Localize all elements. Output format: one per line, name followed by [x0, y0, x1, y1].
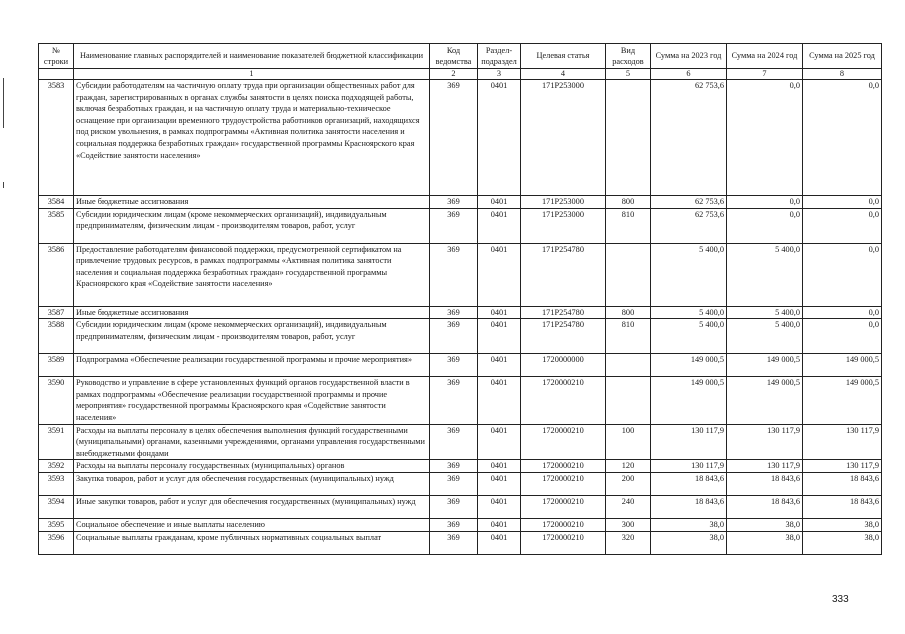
table-row	[39, 424, 882, 460]
ved-code: 369	[430, 472, 478, 495]
sum-2025: 0,0	[803, 196, 882, 209]
row-number: 3590	[39, 377, 74, 424]
ved-code: 369	[430, 319, 478, 354]
sum-2025: 0,0	[803, 208, 882, 243]
sum-2024: 130 117,9	[727, 424, 803, 460]
table-row	[39, 495, 882, 518]
ved-code: 369	[430, 424, 478, 460]
sum-2023: 38,0	[651, 531, 727, 554]
table-row	[39, 460, 882, 473]
sum-2024: 5 400,0	[727, 319, 803, 354]
section-code: 0401	[478, 424, 521, 460]
table-row	[39, 518, 882, 531]
sum-2023: 130 117,9	[651, 424, 727, 460]
target-article: 171P253000	[521, 80, 606, 196]
sum-2024: 0,0	[727, 80, 803, 196]
section-code: 0401	[478, 196, 521, 209]
table-row	[39, 354, 882, 377]
expense-type: 300	[606, 518, 651, 531]
target-article: 171P254780	[521, 243, 606, 306]
sum-2025: 0,0	[803, 306, 882, 319]
table-row	[39, 306, 882, 319]
margin-mark	[3, 78, 4, 128]
section-code: 0401	[478, 460, 521, 473]
sum-2024: 0,0	[727, 208, 803, 243]
column-number: 6	[651, 69, 727, 80]
section-code: 0401	[478, 518, 521, 531]
table-row	[39, 472, 882, 495]
section-code: 0401	[478, 354, 521, 377]
section-code: 0401	[478, 377, 521, 424]
sum-2024: 18 843,6	[727, 472, 803, 495]
row-name: Закупка товаров, работ и услуг для обеспечения государственных (муниципальных) нужд	[74, 472, 430, 495]
sum-2023: 149 000,5	[651, 377, 727, 424]
expense-type: 320	[606, 531, 651, 554]
column-number-row	[39, 69, 882, 80]
expense-type: 240	[606, 495, 651, 518]
row-number: 3588	[39, 319, 74, 354]
target-article: 171P254780	[521, 306, 606, 319]
sum-2023: 5 400,0	[651, 319, 727, 354]
column-number: 3	[478, 69, 521, 80]
row-name: Иные закупки товаров, работ и услуг для обеспечения государственных (муниципальных) нужд	[74, 495, 430, 518]
table-row	[39, 531, 882, 554]
row-number: 3592	[39, 460, 74, 473]
ved-code: 369	[430, 460, 478, 473]
target-article: 1720000210	[521, 531, 606, 554]
expense-type	[606, 80, 651, 196]
row-number: 3596	[39, 531, 74, 554]
row-name: Субсидии работодателям на частичную оплату труда при организации общественных работ для граждан, зарегистрированных в органах службы занятости в целях поиска подходящей работы, включая безработных граждан, и на частичную оплату труда и материально-техническое оснащение при организации временного трудоустройства работников организаций, находящихся под риском увольнения, в рамках подпрограммы «Активная политика занятости населения и социальная поддержка безработных граждан» государственной программы Красноярского края «Содействие занятости населения»	[74, 80, 430, 196]
sum-2023: 18 843,6	[651, 495, 727, 518]
sum-2024: 130 117,9	[727, 460, 803, 473]
expense-type	[606, 377, 651, 424]
expense-type: 120	[606, 460, 651, 473]
expense-type: 810	[606, 319, 651, 354]
row-number: 3583	[39, 80, 74, 196]
target-article: 1720000210	[521, 460, 606, 473]
header-sum-2024: Сумма на 2024 год	[727, 44, 803, 69]
target-article: 171P253000	[521, 208, 606, 243]
section-code: 0401	[478, 306, 521, 319]
expense-type	[606, 243, 651, 306]
sum-2025: 130 117,9	[803, 424, 882, 460]
sum-2025: 149 000,5	[803, 377, 882, 424]
column-number: 8	[803, 69, 882, 80]
header-sum-2025: Сумма на 2025 год	[803, 44, 882, 69]
header-section: Раздел-подраздел	[478, 44, 521, 69]
sum-2023: 149 000,5	[651, 354, 727, 377]
row-number: 3594	[39, 495, 74, 518]
sum-2024: 149 000,5	[727, 377, 803, 424]
row-number: 3593	[39, 472, 74, 495]
row-name: Подпрограмма «Обеспечение реализации государственной программы и прочие мероприятия»	[74, 354, 430, 377]
table-row	[39, 208, 882, 243]
row-number: 3587	[39, 306, 74, 319]
sum-2025: 149 000,5	[803, 354, 882, 377]
sum-2024: 149 000,5	[727, 354, 803, 377]
sum-2024: 0,0	[727, 196, 803, 209]
ved-code: 369	[430, 377, 478, 424]
section-code: 0401	[478, 495, 521, 518]
row-name: Социальные выплаты гражданам, кроме публичных нормативных социальных выплат	[74, 531, 430, 554]
sum-2023: 18 843,6	[651, 472, 727, 495]
ved-code: 369	[430, 531, 478, 554]
sum-2024: 38,0	[727, 518, 803, 531]
sum-2024: 5 400,0	[727, 306, 803, 319]
row-name: Социальное обеспечение и иные выплаты населению	[74, 518, 430, 531]
sum-2023: 130 117,9	[651, 460, 727, 473]
sum-2024: 38,0	[727, 531, 803, 554]
row-number: 3585	[39, 208, 74, 243]
column-number: 4	[521, 69, 606, 80]
table-body	[39, 80, 882, 555]
row-name: Иные бюджетные ассигнования	[74, 196, 430, 209]
ved-code: 369	[430, 243, 478, 306]
sum-2025: 18 843,6	[803, 495, 882, 518]
row-name: Субсидии юридическим лицам (кроме некоммерческих организаций), индивидуальным предпринимателям, физическим лицам - производителям товаров, работ, услуг	[74, 208, 430, 243]
target-article: 1720000210	[521, 495, 606, 518]
target-article: 1720000210	[521, 377, 606, 424]
ved-code: 369	[430, 518, 478, 531]
target-article: 1720000000	[521, 354, 606, 377]
section-code: 0401	[478, 319, 521, 354]
column-number-blank	[39, 69, 74, 80]
target-article: 171P254780	[521, 319, 606, 354]
sum-2023: 62 753,6	[651, 196, 727, 209]
header-row-number: № строки	[39, 44, 74, 69]
table-row	[39, 319, 882, 354]
section-code: 0401	[478, 531, 521, 554]
sum-2025: 130 117,9	[803, 460, 882, 473]
header-expense-type: Вид расходов	[606, 44, 651, 69]
ved-code: 369	[430, 495, 478, 518]
target-article: 1720000210	[521, 424, 606, 460]
column-number: 1	[74, 69, 430, 80]
row-name: Субсидии юридическим лицам (кроме некоммерческих организаций), индивидуальным предпринимателям, физическим лицам - производителям товаров, работ, услуг	[74, 319, 430, 354]
section-code: 0401	[478, 208, 521, 243]
header-sum-2023: Сумма на 2023 год	[651, 44, 727, 69]
header-row	[39, 44, 882, 69]
row-number: 3589	[39, 354, 74, 377]
sum-2023: 5 400,0	[651, 243, 727, 306]
sum-2023: 5 400,0	[651, 306, 727, 319]
ved-code: 369	[430, 196, 478, 209]
section-code: 0401	[478, 243, 521, 306]
sum-2025: 0,0	[803, 319, 882, 354]
ved-code: 369	[430, 208, 478, 243]
ved-code: 369	[430, 306, 478, 319]
header-name: Наименование главных распорядителей и наименование показателей бюджетной классификации	[74, 44, 430, 69]
ved-code: 369	[430, 80, 478, 196]
target-article: 1720000210	[521, 472, 606, 495]
table-row	[39, 80, 882, 196]
sum-2025: 0,0	[803, 243, 882, 306]
sum-2025: 18 843,6	[803, 472, 882, 495]
sum-2025: 38,0	[803, 531, 882, 554]
expense-type	[606, 354, 651, 377]
sum-2023: 38,0	[651, 518, 727, 531]
table-row	[39, 243, 882, 306]
section-code: 0401	[478, 472, 521, 495]
table-row	[39, 196, 882, 209]
budget-table	[38, 43, 882, 555]
margin-mark	[3, 182, 4, 188]
row-number: 3586	[39, 243, 74, 306]
row-name: Иные бюджетные ассигнования	[74, 306, 430, 319]
expense-type: 800	[606, 196, 651, 209]
header-ved-code: Код ведомства	[430, 44, 478, 69]
row-name: Расходы на выплаты персоналу в целях обеспечения выполнения функций государственными (муниципальными) органами, казенными учреждениями, органами управления государственными внебюджетными фондами	[74, 424, 430, 460]
expense-type: 810	[606, 208, 651, 243]
ved-code: 369	[430, 354, 478, 377]
row-name: Расходы на выплаты персоналу государственных (муниципальных) органов	[74, 460, 430, 473]
header-target-article: Целевая статья	[521, 44, 606, 69]
sum-2023: 62 753,6	[651, 80, 727, 196]
target-article: 1720000210	[521, 518, 606, 531]
page-number: 333	[832, 594, 849, 605]
expense-type: 800	[606, 306, 651, 319]
sum-2023: 62 753,6	[651, 208, 727, 243]
sum-2025: 38,0	[803, 518, 882, 531]
column-number: 2	[430, 69, 478, 80]
column-number: 5	[606, 69, 651, 80]
row-number: 3595	[39, 518, 74, 531]
sum-2024: 5 400,0	[727, 243, 803, 306]
sum-2024: 18 843,6	[727, 495, 803, 518]
row-name: Руководство и управление в сфере установленных функций органов государственной власти в рамках подпрограммы «Обеспечение реализации государственной программы и прочие мероприятия» государственной программы Красноярского края «Содействие занятости населения»	[74, 377, 430, 424]
section-code: 0401	[478, 80, 521, 196]
expense-type: 100	[606, 424, 651, 460]
row-name: Предоставление работодателям финансовой поддержки, предусмотренной сертификатом на привлечение трудовых ресурсов, в рамках подпрограммы «Активная политика занятости населения и социальная поддержка безработных граждан» государственной программы Красноярского края «Содействие занятости населения»	[74, 243, 430, 306]
expense-type: 200	[606, 472, 651, 495]
row-number: 3591	[39, 424, 74, 460]
column-number: 7	[727, 69, 803, 80]
sum-2025: 0,0	[803, 80, 882, 196]
row-number: 3584	[39, 196, 74, 209]
table-row	[39, 377, 882, 424]
target-article: 171P253000	[521, 196, 606, 209]
